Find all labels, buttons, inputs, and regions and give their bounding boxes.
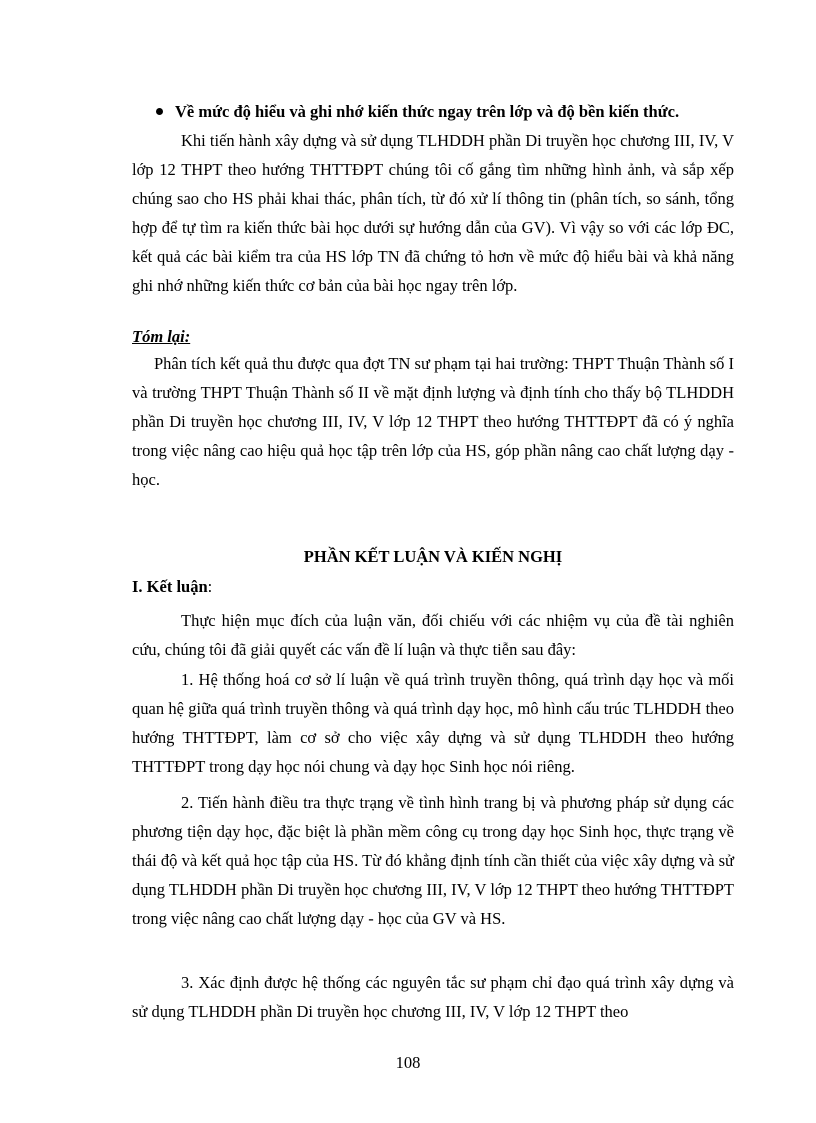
paragraph-summary: Phân tích kết quả thu được qua đợt TN sư phạm tại hai trường: THPT Thuận Thành số I và trường THPT Thuận Thành số II về mặt định lượng và định tính cho thấy bộ TLHDDH phần Di truyền học chương III, IV, V lớp 12 THPT theo hướng THTTĐPT đã có ý nghĩa trong việc nâng cao hiệu quả học tập trên lớp của HS, góp phần nâng cao chất lượng dạy - học.	[132, 354, 734, 489]
summary-label: Tóm lại:	[132, 327, 191, 346]
section-title: PHẦN KẾT LUẬN VÀ KIẾN NGHỊ	[303, 547, 563, 566]
list-item-2: 2. Tiến hành điều tra thực trạng về tình hình trang bị và phương pháp sử dụng các phương tiện dạy học, đặc biệt là phần mềm công cụ trong dạy học Sinh học, thực trạng về thái độ và kết quả học tập của HS. Từ đó khẳng định tính cần thiết của việc xây dựng và sử dụng TLHDDH phần Di truyền học chương III, IV, V lớp 12 THPT theo hướng THTTĐPT trong việc nâng cao chất lượng dạy - học của GV và HS.	[132, 793, 734, 928]
bullet-heading-text: Về mức độ hiểu và ghi nhớ kiến thức ngay trên lớp và độ bền kiến thức.	[175, 102, 680, 121]
subheading-colon: :	[207, 577, 213, 596]
bullet-heading	[156, 97, 736, 126]
subheading-text: I. Kết luận	[132, 577, 208, 596]
paragraph-intro: Thực hiện mục đích của luận văn, đối chiếu với các nhiệm vụ của đề tài nghiên cứu, chúng tôi đã giải quyết các vấn đề lí luận và thực tiễn sau đây:	[132, 611, 734, 659]
paragraph-understanding: Khi tiến hành xây dựng và sử dụng TLHDDH phần Di truyền học chương III, IV, V lớp 12 THPT theo hướng THTTĐPT chúng tôi cố gắng tìm những hình ảnh, và sắp xếp chúng sao cho HS phải khai thác, phân tích, từ đó xử lí thông tin (phân tích, so sánh, tổng hợp để tự tìm ra kiến thức bài học dưới sự hướng dẫn của GV). Vì vậy so với các lớp ĐC, kết quả các bài kiểm tra của HS lớp TN đã chứng tỏ hơn về mức độ hiểu bài và khả năng ghi nhớ những kiến thức cơ bản của bài học ngay trên lớp.	[132, 131, 734, 295]
list-item-1: 1. Hệ thống hoá cơ sở lí luận về quá trình truyền thông, quá trình dạy học và mối quan hệ giữa quá trình truyền thông và quá trình dạy học, mô hình cấu trúc TLHDDH theo hướng THTTĐPT, làm cơ sở cho việc xây dựng và sử dụng TLHDDH theo hướng THTTĐPT trong dạy học nói chung và dạy học Sinh học nói riêng.	[132, 670, 734, 776]
list-item-3: 3. Xác định được hệ thống các nguyên tắc sư phạm chỉ đạo quá trình xây dựng và sử dụng TLHDDH phần Di truyền học chương III, IV, V lớp 12 THPT theo	[132, 973, 734, 1021]
bullet-dot-icon	[156, 108, 163, 115]
subheading-conclusion	[132, 574, 212, 600]
page-number: 108	[395, 1053, 421, 1072]
